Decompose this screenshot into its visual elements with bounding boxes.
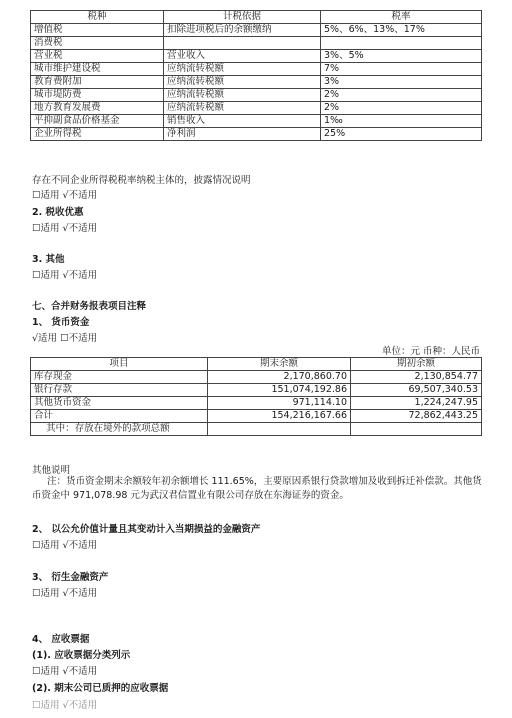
item-cell: 银行存款 xyxy=(31,384,208,397)
tax-basis-cell: 应纳流转税额 xyxy=(164,63,321,76)
table-header-row xyxy=(31,11,482,24)
subsection-notes-receivable: 4、 应收票据 xyxy=(32,634,90,645)
table-row xyxy=(31,24,482,37)
tax-basis-cell: 净利润 xyxy=(164,128,321,141)
subsection-derivatives: 3、 衍生金融资产 xyxy=(32,572,109,583)
tax-basis-cell: 营业收入 xyxy=(164,50,321,63)
section-other: 3. 其他 xyxy=(32,254,65,265)
table-row xyxy=(31,37,482,50)
opening-balance-cell: 1,224,247.95 xyxy=(351,397,482,410)
table-header-row xyxy=(31,358,482,371)
tax-rate-cell xyxy=(321,37,482,50)
ending-balance-cell xyxy=(208,423,351,436)
opening-balance-cell: 69,507,340.53 xyxy=(351,384,482,397)
other-note-body: 注：货币资金期末余额较年初余额增长 111.65%，主要原因系银行贷款增加及收到拆迁补偿款。其他货币资金中 971,078.98 元为武汉君信置业有限公司存放在东海证券的资金。 xyxy=(32,476,482,501)
ending-balance-cell: 154,216,167.66 xyxy=(208,410,351,423)
tax-type-cell: 营业税 xyxy=(31,50,164,63)
table-row xyxy=(31,63,482,76)
item-cell: 其他货币资金 xyxy=(31,397,208,410)
tax-basis-cell: 扣除进项税后的余额缴纳 xyxy=(164,24,321,37)
pledged-notes-receivable: (2). 期末公司已质押的应收票据 xyxy=(32,683,169,694)
ending-balance-cell: 971,114.10 xyxy=(208,397,351,410)
tax-rate-table xyxy=(30,10,482,141)
item-cell: 其中：存放在境外的款项总额 xyxy=(31,423,208,436)
table-row xyxy=(31,89,482,102)
tax-type-cell: 增值税 xyxy=(31,24,164,37)
table-row xyxy=(31,371,482,384)
tax-type-cell: 城市堤防费 xyxy=(31,89,164,102)
notes-receivable-classification: (1). 应收票据分类列示 xyxy=(32,650,131,661)
opening-balance-cell: 72,862,443.25 xyxy=(351,410,482,423)
applicability-option: ☐适用 √不适用 xyxy=(32,700,98,711)
applicability-option: ☐适用 √不适用 xyxy=(32,588,98,599)
tax-basis-cell: 应纳流转税额 xyxy=(164,76,321,89)
opening-balance-cell xyxy=(351,423,482,436)
table-row xyxy=(31,102,482,115)
table-row xyxy=(31,410,482,423)
item-cell: 库存现金 xyxy=(31,371,208,384)
subsection-cash: 1、 货币资金 xyxy=(32,317,90,328)
applicability-option: ☐适用 √不适用 xyxy=(32,270,98,281)
cash-balance-table xyxy=(30,357,482,436)
section-heading-notes: 七、合并财务报表项目注释 xyxy=(32,301,147,312)
item-cell: 合计 xyxy=(31,410,208,423)
tax-basis-cell: 销售收入 xyxy=(164,115,321,128)
applicability-option: ☐适用 √不适用 xyxy=(32,540,98,551)
tax-basis-cell xyxy=(164,37,321,50)
tax-rate-cell: 5%、6%、13%、17% xyxy=(321,24,482,37)
tax-rate-cell: 2% xyxy=(321,102,482,115)
tax-basis-cell: 应纳流转税额 xyxy=(164,102,321,115)
tax-rate-cell: 3%、5% xyxy=(321,50,482,63)
tax-basis-cell: 应纳流转税额 xyxy=(164,89,321,102)
table-row xyxy=(31,384,482,397)
other-note-title: 其他说明 xyxy=(32,465,71,476)
applicability-option: ☐适用 √不适用 xyxy=(32,223,98,234)
header-ending-balance: 期末余额 xyxy=(208,358,351,371)
applicability-option: ☐适用 √不适用 xyxy=(32,190,98,201)
tax-type-cell: 平抑副食品价格基金 xyxy=(31,115,164,128)
section-tax-incentive: 2. 税收优惠 xyxy=(32,207,84,218)
applicability-option: √适用 ☐不适用 xyxy=(32,333,98,344)
tax-type-cell: 地方教育发展费 xyxy=(31,102,164,115)
opening-balance-cell: 2,130,854.77 xyxy=(351,371,482,384)
tax-rate-cell: 3% xyxy=(321,76,482,89)
ending-balance-cell: 2,170,860.70 xyxy=(208,371,351,384)
tax-type-cell: 城市维护建设税 xyxy=(31,63,164,76)
tax-type-cell: 教育费附加 xyxy=(31,76,164,89)
tax-rate-cell: 1‰ xyxy=(321,115,482,128)
tax-rate-cell: 7% xyxy=(321,63,482,76)
ending-balance-cell: 151,074,192.86 xyxy=(208,384,351,397)
table-row xyxy=(31,423,482,436)
table-row xyxy=(31,128,482,141)
header-item: 项目 xyxy=(31,358,208,371)
header-tax-basis: 计税依据 xyxy=(164,11,321,24)
subsection-fvtpl: 2、 以公允价值计量且其变动计入当期损益的金融资产 xyxy=(32,524,261,535)
tax-rate-cell: 2% xyxy=(321,89,482,102)
diff-rate-note: 存在不同企业所得税税率纳税主体的，披露情况说明 xyxy=(32,175,251,186)
tax-type-cell: 企业所得税 xyxy=(31,128,164,141)
applicability-option: ☐适用 √不适用 xyxy=(32,666,98,677)
header-tax-type: 税种 xyxy=(31,11,164,24)
tax-type-cell: 消费税 xyxy=(31,37,164,50)
unit-label: 单位：元 币种：人民币 xyxy=(381,346,480,357)
header-tax-rate: 税率 xyxy=(321,11,482,24)
table-row xyxy=(31,76,482,89)
header-opening-balance: 期初余额 xyxy=(351,358,482,371)
tax-rate-cell: 25% xyxy=(321,128,482,141)
table-row xyxy=(31,115,482,128)
table-row xyxy=(31,397,482,410)
table-row xyxy=(31,50,482,63)
